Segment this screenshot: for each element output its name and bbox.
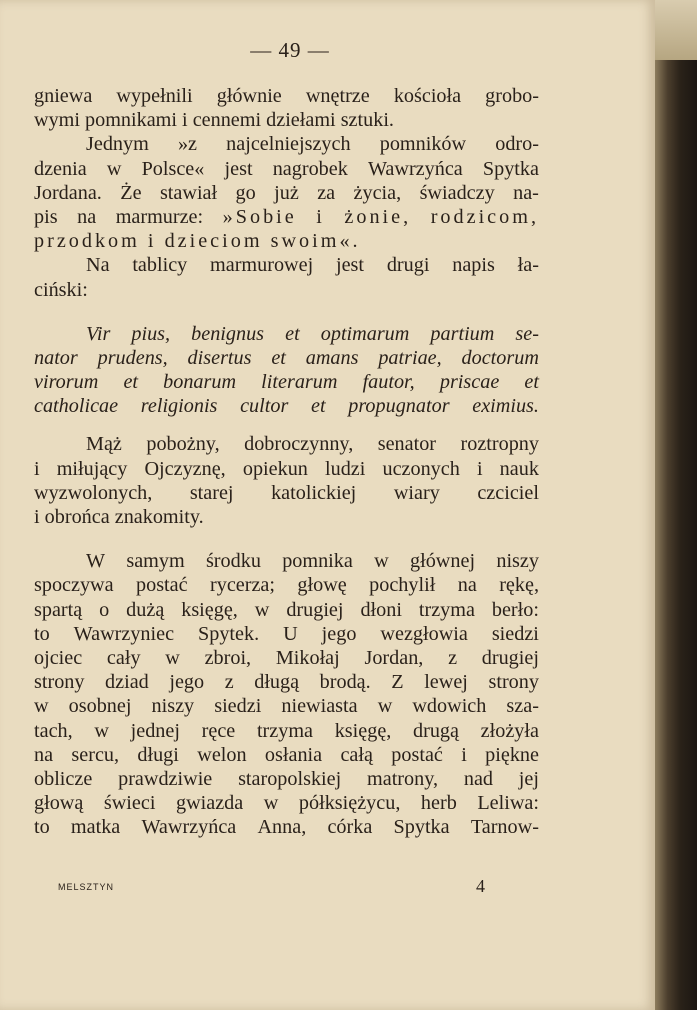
- text-line: wyzwolonych, starej katolickiej wiary czciciel: [34, 481, 539, 504]
- text-line: spartą o dużą księgę, w drugiej dłoni trzyma berło:: [34, 598, 539, 621]
- text-line: gniewa wypełnili głównie wnętrze kościoła grobo-: [34, 85, 539, 107]
- text-line: virorum et bonarum literarum fautor, priscae et: [34, 371, 539, 394]
- paragraph: [34, 253, 539, 301]
- text-line: to matka Wawrzyńca Anna, córka Spytka Tarnow-: [34, 816, 539, 839]
- text-line: ojciec cały w zbroi, Mikołaj Jordan, z drugiej: [34, 646, 539, 669]
- text-line: spoczywa postać rycerza; głowę pochylił na rękę,: [34, 574, 539, 597]
- text-line: pis na marmurze: »Sobie i żonie, rodzicom,: [34, 205, 539, 228]
- sheet-number: 4: [476, 876, 485, 896]
- text-line: i miłujący Ojczyznę, opiekun ludzi uczonych i nauk: [34, 457, 539, 480]
- book-binding-edge: [655, 0, 697, 1010]
- text-line: Jordana. Że stawiał go już za życia, świadczy na-: [34, 181, 539, 204]
- text-line: i obrońca znakomity.: [34, 506, 204, 528]
- paragraph-gap: [34, 529, 539, 549]
- paragraph: [34, 132, 539, 253]
- text-line: nator prudens, disertus et amans patriae, doctorum: [34, 346, 539, 369]
- text-line: Jednym »z najcelniejszych pomników odro-: [86, 133, 539, 156]
- paragraph: [34, 432, 539, 529]
- text-line: Mąż pobożny, dobroczynny, senator roztropny: [86, 433, 539, 456]
- text-line: głową świeci gwiazda w półksiężycu, herb Leliwa:: [34, 792, 539, 815]
- paragraph: [34, 549, 539, 839]
- text-line: na sercu, długi welon osłania całą postać i piękne: [34, 743, 539, 766]
- text-line: oblicze prawdziwie staropolskiej matrony, nad jej: [34, 767, 539, 790]
- paragraph-gap: [34, 302, 539, 322]
- latin-inscription-paragraph: [34, 322, 539, 419]
- binding-paper-edge: [655, 0, 697, 60]
- page-number: — 49 —: [250, 38, 330, 62]
- body-text: [34, 84, 539, 839]
- printer-signature: MELSZTYN: [58, 882, 115, 892]
- text-line: ciński:: [34, 278, 88, 301]
- text-line: przodkom i dzieciom swoim«.: [34, 230, 361, 253]
- text-line: dzenia w Polsce« jest nagrobek Wawrzyńca Spytka: [34, 157, 539, 180]
- text-line: Vir pius, benignus et optimarum partium se-: [86, 322, 539, 345]
- text-line: strony dziad jego z długą brodą. Z lewej strony: [34, 671, 539, 694]
- text-line: catholicae religionis cultor et propugnator eximius.: [34, 395, 539, 418]
- paragraph-gap: [34, 418, 539, 432]
- text-line: tach, w jednej ręce trzyma księgę, drugą złożyła: [34, 719, 539, 742]
- text-line: to Wawrzyniec Spytek. U jego wezgłowia siedzi: [34, 622, 539, 645]
- text-line: wymi pomnikami i cennemi dziełami sztuki.: [34, 109, 394, 132]
- text-line: W samym środku pomnika w głównej niszy: [86, 550, 539, 573]
- text-line: Na tablicy marmurowej jest drugi napis ła-: [86, 254, 539, 277]
- page-footer: [0, 876, 580, 900]
- text-line: w osobnej niszy siedzi niewiasta w wdowich sza-: [34, 695, 539, 718]
- paragraph: [34, 84, 539, 132]
